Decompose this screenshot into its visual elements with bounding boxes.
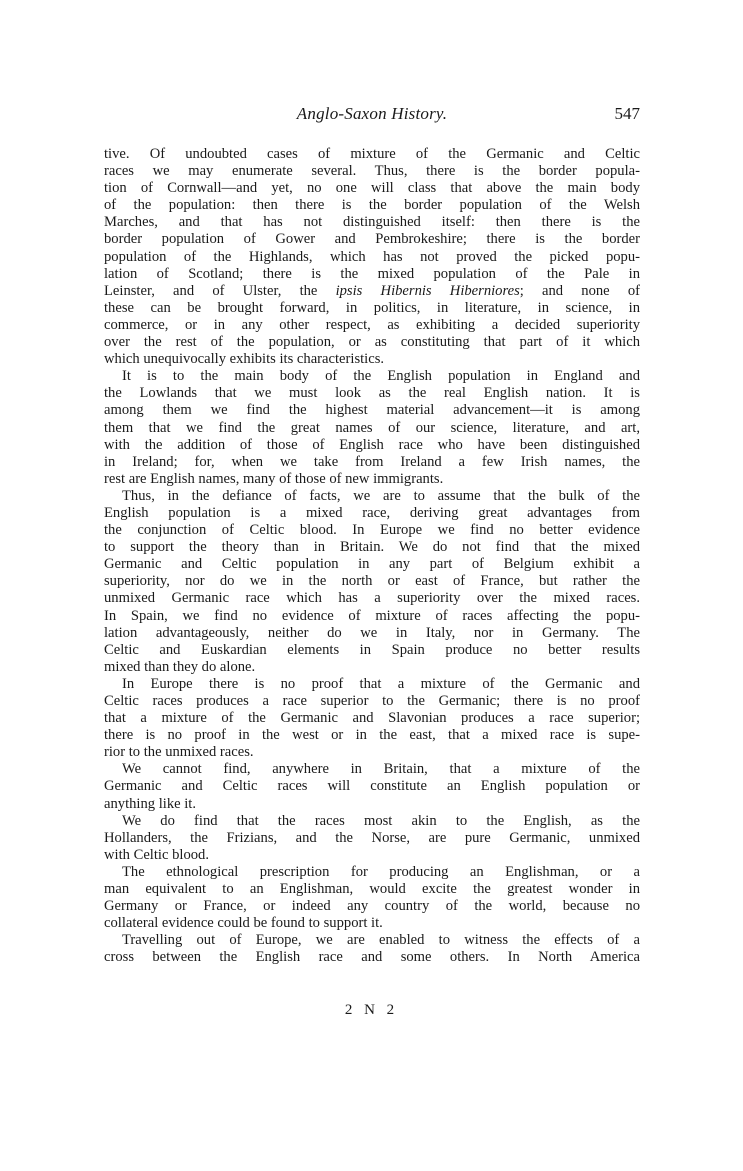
text-line: unmixed Germanic race which has a superiority over the mixed races.: [104, 590, 640, 607]
text-line: that a mixture of the Germanic and Slavonian produces a race superior;: [104, 710, 640, 727]
text-line: English population is a mixed race, deriving great advantages from: [104, 504, 640, 521]
running-head: Anglo-Saxon History.: [296, 104, 448, 123]
text-line: with Celtic blood.: [104, 846, 209, 863]
text-line: It is to the main body of the English population in England and: [122, 368, 640, 385]
text-line: the Lowlands that we must look as the real English nation. It is: [104, 385, 640, 402]
text-line: in Ireland; for, when we take from Ireland a few Irish names, the: [104, 453, 640, 470]
text-line: lation advantageously, neither do we in Italy, nor in Germany. The: [104, 624, 640, 641]
text-line: mixed than they do alone.: [104, 658, 256, 675]
text-line: rior to the unmixed races.: [104, 744, 254, 761]
text-line: Thus, in the defiance of facts, we are to assume that the bulk of the: [122, 487, 640, 504]
text-line: with the addition of those of English race who have been distinguished: [104, 436, 640, 453]
text-line: over the rest of the population, or as constituting that part of it which: [104, 334, 640, 351]
text-line: of the population: then there is the border population of the Welsh: [104, 197, 640, 214]
text-line: which unequivocally exhibits its characteristics.: [104, 351, 385, 368]
text-line: Germanic and Celtic races will constitute an English population or: [104, 778, 640, 795]
text-line: population of the Highlands, which has not proved the picked popu-: [104, 248, 640, 265]
text-line: We cannot find, anywhere in Britain, that a mixture of the: [122, 761, 640, 778]
page-header: [104, 104, 640, 130]
text-line: anything like it.: [104, 795, 197, 812]
text-line: Germanic and Celtic population in any part of Belgium exhibit a: [104, 556, 640, 573]
text-line: Leinster, and of Ulster, the ipsis Hibernis Hiberniores; and none of: [104, 282, 640, 299]
text-line: tive. Of undoubted cases of mixture of the Germanic and Celtic: [104, 146, 640, 162]
text-line: Germany or France, or indeed any country of the world, because no: [104, 898, 640, 915]
text-line: We do find that the races most akin to the English, as the: [122, 812, 640, 829]
text-line: tion of Cornwall—and yet, no one will class that above the main body: [104, 180, 640, 197]
text-line: man equivalent to an Englishman, would excite the greatest wonder in: [104, 881, 640, 898]
text-line: border population of Gower and Pembrokeshire; there is the border: [104, 231, 640, 248]
text-line: rest are English names, many of those of new immigrants.: [104, 470, 444, 487]
page-number: 547: [614, 104, 640, 123]
text-line: there is no proof in the west or in the east, that a mixed race is supe-: [104, 727, 640, 744]
text-line: Travelling out of Europe, we are enabled to witness the effects of a: [122, 932, 640, 949]
text-line: superiority, nor do we in the north or east of France, but rather the: [104, 573, 640, 590]
text-line: Celtic and Euskardian elements in Spain produce no better results: [104, 641, 640, 658]
text-line: cross between the English race and some others. In North America: [104, 949, 640, 966]
text-line: these can be brought forward, in politics, in literature, in science, in: [104, 299, 640, 316]
signature-mark: 2 N 2: [344, 1002, 399, 1018]
text-line: the conjunction of Celtic blood. In Europe we find no better evidence: [104, 522, 640, 539]
text-line: The ethnological prescription for producing an Englishman, or a: [122, 863, 640, 880]
text-line: Celtic races produces a race superior to the Germanic; there is no proof: [104, 693, 640, 709]
text-line: In Spain, we find no evidence of mixture of races affecting the popu-: [104, 607, 640, 624]
text-line: them that we find the great names of our science, literature, and art,: [104, 419, 640, 436]
text-line: races we may enumerate several. Thus, there is the border popula-: [104, 163, 640, 180]
text-line: among them we find the highest material advancement—it is among: [104, 402, 640, 419]
text-line: lation of Scotland; there is the mixed population of the Pale in: [104, 265, 640, 282]
text-line: In Europe there is no proof that a mixture of the Germanic and: [122, 675, 640, 692]
text-line: Marches, and that has not distinguished itself: then there is the: [104, 214, 640, 231]
text-line: Hollanders, the Frizians, and the Norse, are pure Germanic, unmixed: [104, 829, 640, 846]
text-line: commerce, or in any other respect, as exhibiting a decided superiority: [104, 316, 640, 333]
text-line: collateral evidence could be found to support it.: [104, 915, 383, 932]
text-line: to support the theory than in Britain. We do not find that the mixed: [104, 539, 640, 556]
body-text: [104, 146, 640, 967]
